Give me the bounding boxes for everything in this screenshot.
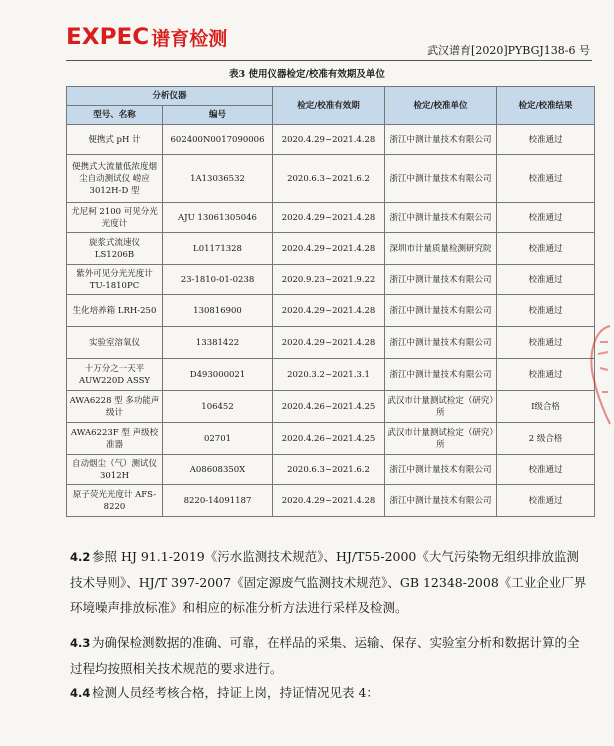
cell-period: 2020.4.26~2021.4.25 [273, 423, 385, 455]
cell-period: 2020.3.2~2021.3.1 [273, 359, 385, 391]
cell-period: 2020.4.29~2021.4.28 [273, 327, 385, 359]
cell-period: 2020.9.23~2021.9.22 [273, 265, 385, 295]
col-header-unit: 检定/校准单位 [385, 87, 497, 125]
table-caption: 表3 使用仪器检定/校准有效期及单位 [229, 69, 385, 80]
cell-result: 校准通过 [497, 359, 595, 391]
table-row [67, 295, 595, 327]
report-number: 武汉谱育[2020]PYBGJ138-6 号 [427, 44, 590, 57]
cell-unit: 浙江中测计量技术有限公司 [385, 155, 497, 203]
cell-name: 尤尼柯 2100 可见分光光度计 [67, 203, 163, 233]
cell-result: 校准通过 [497, 203, 595, 233]
cell-unit: 浙江中测计量技术有限公司 [385, 359, 497, 391]
cell-period: 2020.4.29~2021.4.28 [273, 203, 385, 233]
cell-result: 校准通过 [497, 265, 595, 295]
paragraph-text: 检测人员经考核合格，持证上岗，持证情况见表 4： [92, 685, 379, 700]
cell-id: L01171328 [163, 233, 273, 265]
table-row [67, 265, 595, 295]
cell-name: 旋浆式流速仪 LS1206B [67, 233, 163, 265]
cell-id: 130816900 [163, 295, 273, 327]
cell-id: 23-1810-01-0238 [163, 265, 273, 295]
paragraph-number: 4.4 [70, 686, 91, 700]
paragraph-text: 参照 HJ 91.1-2019《污水监测技术规范》、HJ/T55-2000《大气污染物无组织排放监测技术导则》、HJ/T 397-2007《固定源废气监测技术规范》、GB 12348-2008《工业企业厂界环境噪声排放标准》和相应的标准分析方法进行采样及检测。 [70, 549, 587, 615]
instrument-table [66, 86, 595, 517]
cell-id: D493000021 [163, 359, 273, 391]
col-header-id: 编号 [163, 106, 273, 125]
cell-id: 13381422 [163, 327, 273, 359]
cell-name: 原子荧光光度计 AFS-8220 [67, 485, 163, 517]
cell-name: 十万分之一天平 AUW220D ASSY [67, 359, 163, 391]
cell-id: 602400N0017090006 [163, 125, 273, 155]
group-header: 分析仪器 [67, 87, 273, 106]
cell-period: 2020.4.29~2021.4.28 [273, 125, 385, 155]
cell-name: 自动烟尘（气）测试仪 3012H [67, 455, 163, 485]
cell-id: 106452 [163, 391, 273, 423]
header-divider [66, 60, 592, 61]
cell-name: 生化培养箱 LRH-250 [67, 295, 163, 327]
table-row [67, 485, 595, 517]
cell-period: 2020.4.29~2021.4.28 [273, 485, 385, 517]
cell-period: 2020.4.29~2021.4.28 [273, 295, 385, 327]
cell-period: 2020.6.3~2021.6.2 [273, 155, 385, 203]
cell-result: Ⅰ级合格 [497, 391, 595, 423]
paragraph-text: 为确保检测数据的准确、可靠，在样品的采集、运输、保存、实验室分析和数据计算的全过程均按照相关技术规范的要求进行。 [70, 635, 580, 676]
cell-unit: 浙江中测计量技术有限公司 [385, 327, 497, 359]
cell-name: AWA6228 型 多功能声级计 [67, 391, 163, 423]
logo-chinese-text: 谱育检测 [151, 27, 228, 50]
cell-name: 便携式大流量低浓度烟尘自动测试仪 崂应 3012H-D 型 [67, 155, 163, 203]
cell-id: 1A13036532 [163, 155, 273, 203]
table-row [67, 423, 595, 455]
table-row [67, 359, 595, 391]
logo-latin-text: EXPEC [66, 24, 150, 50]
table-row [67, 327, 595, 359]
seal-fragment-graphic [580, 320, 614, 430]
cell-name: AWA6223F 型 声级校准器 [67, 423, 163, 455]
company-logo [66, 25, 227, 49]
cell-period: 2020.4.29~2021.4.28 [273, 233, 385, 265]
table-row [67, 125, 595, 155]
table-row [67, 155, 595, 203]
cell-unit: 浙江中测计量技术有限公司 [385, 295, 497, 327]
cell-id: AJU 13061305046 [163, 203, 273, 233]
col-header-name: 型号、名称 [67, 106, 163, 125]
cell-unit: 浙江中测计量技术有限公司 [385, 125, 497, 155]
cell-unit: 武汉市计量测试检定（研究）所 [385, 423, 497, 455]
table-row [67, 203, 595, 233]
cell-result: 校准通过 [497, 327, 595, 359]
cell-result: 校准通过 [497, 125, 595, 155]
cell-period: 2020.4.26~2021.4.25 [273, 391, 385, 423]
cell-unit: 浙江中测计量技术有限公司 [385, 455, 497, 485]
cell-id: 02701 [163, 423, 273, 455]
paragraph-number: 4.2 [70, 550, 91, 564]
cell-unit: 浙江中测计量技术有限公司 [385, 203, 497, 233]
cell-unit: 浙江中测计量技术有限公司 [385, 485, 497, 517]
cell-id: 8220-14091187 [163, 485, 273, 517]
cell-id: A08608350X [163, 455, 273, 485]
cell-result: 校准通过 [497, 155, 595, 203]
cell-result: 校准通过 [497, 455, 595, 485]
cell-result: 校准通过 [497, 233, 595, 265]
cell-name: 紫外可见分光光度计 TU-1810PC [67, 265, 163, 295]
cell-unit: 武汉市计量测试检定（研究）所 [385, 391, 497, 423]
cell-name: 便携式 pH 计 [67, 125, 163, 155]
table-row [67, 455, 595, 485]
cell-name: 实验室溶氧仪 [67, 327, 163, 359]
cell-period: 2020.6.3~2021.6.2 [273, 455, 385, 485]
red-seal-fragment [580, 320, 614, 430]
col-header-period: 检定/校准有效期 [273, 87, 385, 125]
col-header-result: 检定/校准结果 [497, 87, 595, 125]
paragraph-4-3 [70, 630, 590, 681]
paragraph-4-2 [70, 544, 590, 620]
table-row [67, 233, 595, 265]
table-row [67, 391, 595, 423]
cell-result: 2 级合格 [497, 423, 595, 455]
cell-result: 校准通过 [497, 295, 595, 327]
cell-result: 校准通过 [497, 485, 595, 517]
cell-unit: 深圳市计量质量检测研究院 [385, 233, 497, 265]
paragraph-number: 4.3 [70, 636, 91, 650]
paragraph-4-4 [70, 680, 590, 706]
cell-unit: 浙江中测计量技术有限公司 [385, 265, 497, 295]
